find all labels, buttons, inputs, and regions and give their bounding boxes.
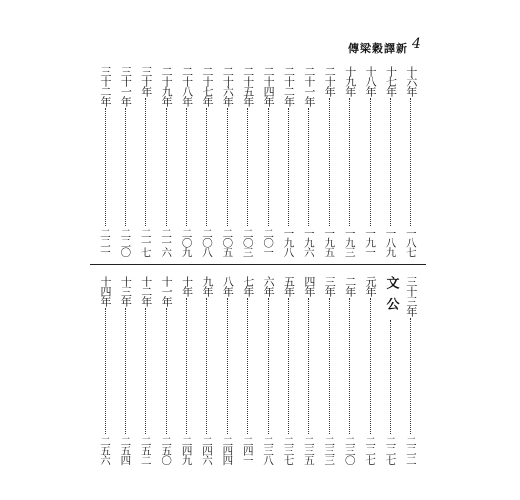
toc-year-label: 二十年	[323, 66, 337, 96]
toc-year-label: 三十三年	[404, 276, 418, 316]
toc-page-number: 二二一	[99, 227, 111, 256]
toc-page-number: 二二七	[364, 435, 377, 464]
dot-leader	[125, 308, 126, 434]
toc-entry	[116, 276, 134, 464]
dot-leader	[247, 108, 248, 226]
toc-year-label: 二十八年	[180, 66, 194, 106]
toc-entry	[320, 66, 338, 256]
toc-page-number: 二一七	[139, 227, 152, 256]
section-divider	[90, 264, 426, 265]
toc-entry	[280, 276, 298, 464]
toc-year-label: 十九年	[343, 66, 357, 96]
toc-year-label: 二十五年	[241, 66, 255, 106]
toc-year-label: 八年	[221, 276, 235, 296]
toc-entry	[361, 276, 379, 464]
toc-page-number: 一九三	[343, 227, 356, 256]
toc-entry	[157, 276, 175, 464]
toc-page-number: 二四九	[180, 435, 193, 464]
dot-leader	[186, 108, 187, 226]
toc-year-label: 三年	[323, 276, 337, 296]
toc-page-number: 二〇八	[200, 227, 213, 256]
toc-year-label: 十四年	[99, 276, 112, 306]
toc-year-label: 二十七年	[200, 66, 214, 106]
toc-block-bottom	[96, 276, 420, 464]
toc-year-label: 六年	[262, 276, 276, 296]
toc-page-number: 二四六	[200, 435, 213, 464]
toc-year-label: 十七年	[384, 66, 398, 96]
toc-entry	[361, 66, 379, 256]
toc-entry	[300, 276, 318, 464]
running-head: 傳梁穀譯新	[348, 42, 408, 55]
toc-year-label: 二十二年	[282, 66, 296, 106]
dot-leader	[105, 108, 106, 226]
dot-leader	[390, 320, 391, 434]
toc-page-number: 二三三	[323, 435, 336, 464]
dot-leader	[329, 98, 330, 226]
toc-entry	[218, 276, 236, 464]
toc-entry	[239, 66, 257, 256]
toc-year-label: 十八年	[364, 66, 378, 96]
toc-page-number: 一九八	[282, 227, 295, 256]
dot-leader	[227, 108, 228, 226]
toc-year-label: 二十四年	[262, 66, 276, 106]
dot-leader	[206, 298, 207, 434]
dot-leader	[410, 318, 411, 434]
toc-page-number: 二五四	[119, 435, 132, 464]
dot-leader	[145, 98, 146, 226]
toc-year-label: 七年	[241, 276, 255, 296]
toc-entry	[198, 66, 216, 256]
toc-year-label: 九年	[200, 276, 214, 296]
toc-entry	[218, 66, 236, 256]
toc-year-label: 二十一年	[302, 66, 316, 106]
toc-block-top	[96, 66, 420, 256]
dot-leader	[247, 298, 248, 434]
dot-leader	[206, 108, 207, 226]
toc-year-label: 十六年	[404, 66, 418, 96]
dot-leader	[166, 308, 167, 434]
toc-entry	[280, 66, 298, 256]
toc-year-label: 十一年	[160, 276, 174, 306]
page-number: 4	[412, 36, 421, 52]
dot-leader	[186, 298, 187, 434]
dot-leader	[288, 108, 289, 226]
toc-entry	[402, 66, 420, 256]
toc-page-number: 二〇三	[241, 227, 254, 256]
toc-entry	[402, 276, 420, 464]
dot-leader	[349, 98, 350, 226]
dot-leader	[349, 298, 350, 434]
toc-entry	[96, 276, 114, 464]
dot-leader	[145, 308, 146, 434]
toc-year-label: 文公	[383, 276, 399, 318]
dot-leader	[308, 298, 309, 434]
toc-entry	[259, 66, 277, 256]
toc-year-label: 五年	[282, 276, 296, 296]
toc-entry	[198, 276, 216, 464]
dot-leader	[410, 98, 411, 226]
dot-leader	[288, 298, 289, 434]
dot-leader	[268, 108, 269, 226]
toc-page-number: 一九六	[302, 227, 315, 256]
toc-entry	[239, 276, 257, 464]
toc-page-number: 二五二	[139, 435, 152, 464]
toc-entry	[137, 276, 155, 464]
toc-entry	[300, 66, 318, 256]
dot-leader	[390, 98, 391, 226]
toc-entry	[157, 66, 175, 256]
toc-page-number: 二四一	[241, 435, 254, 464]
dot-leader	[370, 98, 371, 226]
toc-entry	[320, 276, 338, 464]
toc-page-number: 二三〇	[343, 435, 356, 464]
toc-page-number: 二二〇	[119, 227, 132, 256]
toc-page-number: 二五六	[99, 435, 111, 464]
toc-year-label: 十年	[180, 276, 194, 296]
toc-year-label: 三十一年	[119, 66, 133, 106]
toc-entry	[341, 66, 359, 256]
toc-year-label: 二年	[343, 276, 357, 296]
toc-page-number: 二〇九	[180, 227, 193, 256]
dot-leader	[329, 298, 330, 434]
toc-page-number: 一八九	[384, 227, 397, 256]
toc-year-label: 四年	[302, 276, 316, 296]
toc-page-number: 一九一	[364, 227, 377, 256]
toc-entry	[341, 276, 359, 464]
toc-year-label: 十三年	[119, 276, 133, 306]
toc-page-number: 一八七	[404, 227, 417, 256]
dot-leader	[125, 108, 126, 226]
dot-leader	[166, 108, 167, 226]
toc-entry	[381, 66, 399, 256]
toc-page-number: 二三七	[282, 435, 295, 464]
dot-leader	[105, 308, 106, 434]
toc-entry	[116, 66, 134, 256]
toc-page-number: 二二七	[384, 435, 397, 464]
toc-year-label: 三十二年	[99, 66, 112, 106]
toc-entry	[259, 276, 277, 464]
toc-page-number: 二〇一	[262, 227, 275, 256]
toc-year-label: 十二年	[139, 276, 153, 306]
toc-page-number: 二三八	[262, 435, 275, 464]
toc-entry	[137, 66, 155, 256]
toc-year-label: 元年	[364, 276, 378, 296]
toc-page-number: 二〇五	[221, 227, 234, 256]
toc-page-number: 二五〇	[160, 435, 173, 464]
dot-leader	[268, 298, 269, 434]
toc-year-label: 二十九年	[160, 66, 174, 106]
toc-year-label: 二十六年	[221, 66, 235, 106]
toc-entry	[96, 66, 114, 256]
toc-entry	[178, 66, 196, 256]
dot-leader	[370, 298, 371, 434]
toc-page-number: 二二二	[404, 435, 417, 464]
dot-leader	[308, 108, 309, 226]
dot-leader	[227, 298, 228, 434]
toc-year-label: 三十年	[139, 66, 153, 96]
toc-page-number: 二三五	[302, 435, 315, 464]
toc-section-heading	[381, 276, 399, 464]
toc-page-number: 二一六	[160, 227, 173, 256]
toc-page-number: 二四四	[221, 435, 234, 464]
toc-page-number: 一九五	[323, 227, 336, 256]
toc-entry	[178, 276, 196, 464]
